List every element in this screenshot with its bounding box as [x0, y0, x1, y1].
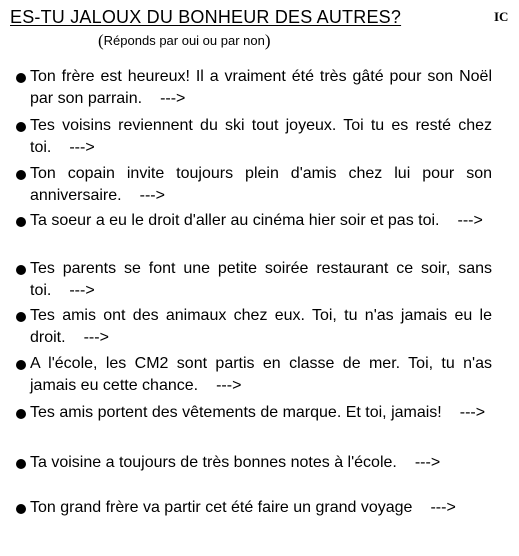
question-item [16, 210, 492, 232]
bullet-icon [16, 170, 26, 180]
answer-arrow: ---> [459, 404, 486, 421]
answer-arrow: ---> [414, 454, 441, 471]
question-item [16, 402, 492, 424]
question-text: Ton copain invite toujours plein d'amis chez lui pour son anniversaire. [30, 165, 492, 204]
answer-arrow: ---> [160, 90, 186, 107]
answer-arrow: ---> [216, 377, 242, 394]
question-item [16, 115, 492, 159]
instruction-text: Réponds par oui ou par non [103, 33, 265, 48]
question-item [16, 305, 492, 349]
question-item [16, 163, 492, 207]
answer-arrow: ---> [430, 499, 456, 516]
question-text: Tes amis portent des vêtements de marque. Et toi, jamais! [30, 404, 442, 421]
bullet-icon [16, 73, 26, 83]
answer-arrow: ---> [69, 282, 95, 299]
question-item [16, 452, 492, 474]
question-text: Ta soeur a eu le droit d'aller au cinéma hier soir et pas toi. [30, 212, 440, 229]
question-item [16, 66, 492, 110]
answer-arrow: ---> [83, 329, 109, 346]
bullet-icon [16, 409, 26, 419]
question-text: Ta voisine a toujours de très bonnes notes à l'école. [30, 454, 397, 471]
close-paren: ) [264, 31, 271, 50]
answer-arrow: ---> [69, 139, 95, 156]
answer-arrow: ---> [457, 212, 483, 229]
question-item [16, 497, 492, 519]
bullet-icon [16, 504, 26, 514]
bullet-icon [16, 459, 26, 469]
question-text: Tes amis ont des animaux chez eux. Toi, tu n'as jamais eu le droit. [30, 307, 492, 346]
open-paren: ( [98, 31, 104, 50]
answer-arrow: ---> [139, 187, 165, 204]
question-text: Tes voisins reviennent du ski tout joyeux. Toi tu es resté chez toi. [30, 117, 492, 156]
bullet-icon [16, 312, 26, 322]
question-text: Ton frère est heureux! Il a vraiment été très gâté pour son Noël par son parrain. [30, 68, 492, 107]
question-item [16, 258, 492, 302]
question-text: Tes parents se font une petite soirée restaurant ce soir, sans toi. [30, 260, 492, 299]
question-item [16, 353, 492, 397]
bullet-icon [16, 360, 26, 370]
bullet-icon [16, 217, 26, 227]
worksheet-title: ES-TU JALOUX DU BONHEUR DES AUTRES? [10, 7, 402, 27]
bullet-icon [16, 122, 26, 132]
instruction-subtitle [98, 31, 271, 51]
bullet-icon [16, 265, 26, 275]
corner-label: IC [494, 9, 509, 24]
question-text: Ton grand frère va partir cet été faire un grand voyage [30, 499, 413, 516]
question-text: A l'école, les CM2 sont partis en classe de mer. Toi, tu n'as jamais eu cette chance. [30, 355, 492, 394]
